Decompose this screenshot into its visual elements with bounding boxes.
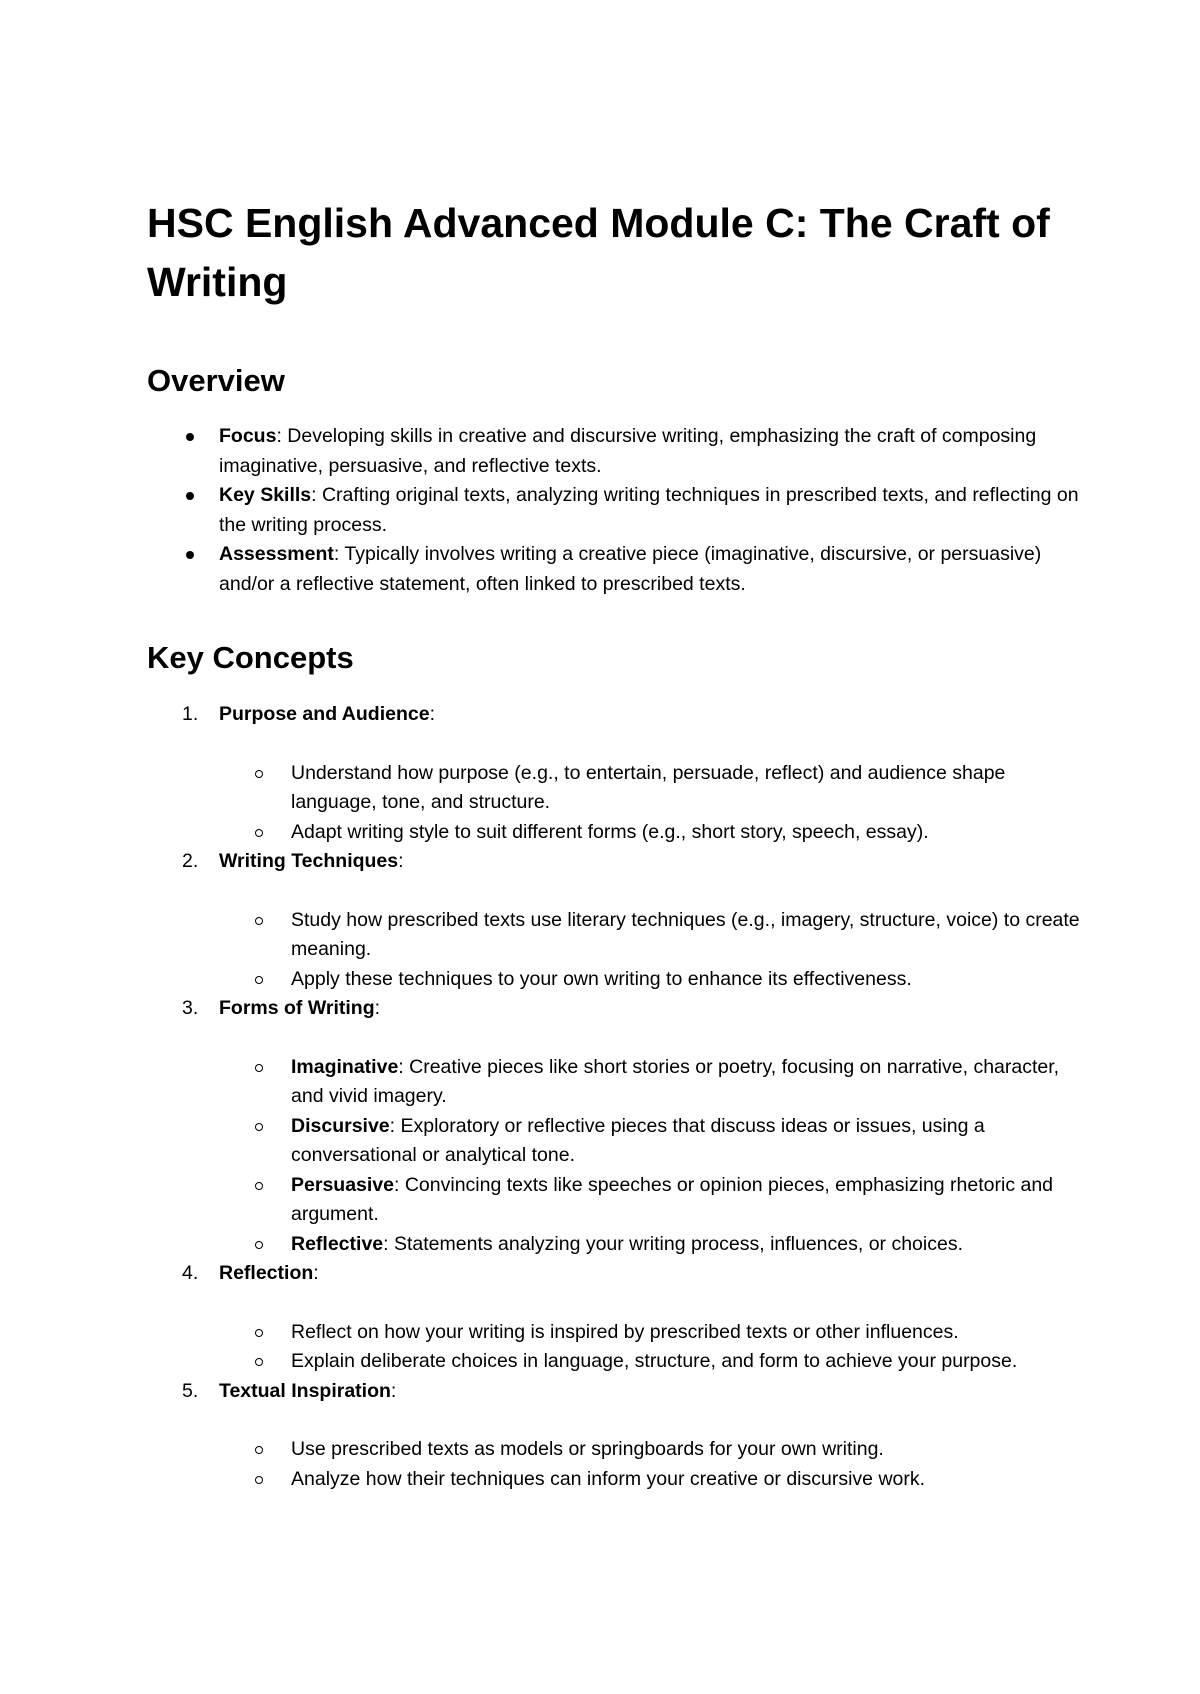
item-label: Focus [219,425,277,447]
sub-list-item [147,1465,1090,1495]
sub-item-text: Explain deliberate choices in language, structure, and form to achieve your purpose. [291,1350,1018,1372]
circle-bullet-icon [255,1241,263,1249]
circle-bullet-icon [255,1064,263,1072]
circle-bullet-icon [255,829,263,837]
concept-suffix: : [390,1379,397,1402]
sub-list-item [147,965,1090,995]
circle-bullet-icon [255,976,263,984]
sub-list-item [147,1347,1090,1377]
sub-item-label: Persuasive [291,1173,394,1196]
sub-list-item [147,1435,1090,1465]
list-item [147,540,1090,599]
sub-list [147,1053,1090,1260]
circle-bullet-icon [255,1446,263,1454]
item-text: : Typically involves writing a creative piece (imaginative, discursive, or persuasive) and/or a reflective statement, often linked to prescribed texts. [219,543,1042,595]
concept-label: Purpose and Audience [219,703,430,725]
sub-list-item [147,1230,1090,1260]
concept-item [147,994,1090,1259]
key-concepts-list [147,700,1090,1494]
item-text: : Developing skills in creative and discursive writing, emphasizing the craft of composing imaginative, persuasive, and reflective texts. [219,425,1037,477]
item-number: 2. [182,850,199,872]
sub-list [147,1435,1090,1494]
concept-item [147,1377,1090,1495]
sub-list-item [147,906,1090,965]
document-title: HSC English Advanced Module C: The Craft of Writing [147,200,1050,305]
sub-list [147,1318,1090,1377]
list-item [147,481,1090,540]
bullet-icon [186,433,194,441]
item-number: 5. [182,1379,199,1402]
concept-label: Reflection [219,1262,314,1284]
circle-bullet-icon [255,770,263,778]
concept-label: Writing Techniques [219,850,399,872]
circle-bullet-icon [255,1182,263,1190]
sub-item-text: Apply these techniques to your own writing to enhance its effectiveness. [291,967,912,990]
concept-suffix: : [374,997,381,1019]
key-concepts-heading: Key Concepts [147,640,354,675]
sub-list-item [147,818,1090,848]
sub-item-text: Reflect on how your writing is inspired by prescribed texts or other influences. [291,1320,959,1343]
bullet-icon [186,492,194,500]
overview-heading: Overview [147,363,285,398]
concept-item [147,847,1090,994]
item-number: 4. [182,1262,199,1284]
concept-label: Textual Inspiration [219,1379,391,1402]
item-number: 1. [182,703,199,725]
concept-label: Forms of Writing [219,997,375,1019]
sub-item-text: : Convincing texts like speeches or opinion pieces, emphasizing rhetoric and argument. [291,1173,1054,1225]
sub-item-text: : Statements analyzing your writing process, influences, or choices. [383,1232,963,1255]
sub-item-text: Use prescribed texts as models or springboards for your own writing. [291,1438,884,1460]
item-label: Key Skills [219,484,312,506]
sub-item-text: Adapt writing style to suit different forms (e.g., short story, speech, essay). [291,820,929,843]
item-text: : Crafting original texts, analyzing writing techniques in prescribed texts, and reflecting on the writing process. [219,484,1079,536]
circle-bullet-icon [255,1329,263,1337]
concept-suffix: : [398,850,404,872]
sub-list-item [147,1112,1090,1171]
sub-item-label: Imaginative [291,1055,399,1078]
sub-list-item [147,1318,1090,1348]
sub-item-text: : Exploratory or reflective pieces that discuss ideas or issues, using a conversational or analytical tone. [291,1114,985,1166]
sub-item-label: Reflective [291,1232,384,1255]
concept-suffix: : [429,703,435,725]
circle-bullet-icon [255,917,263,925]
sub-list-item [147,1053,1090,1112]
sub-item-text: Analyze how their techniques can inform your creative or discursive work. [291,1467,926,1490]
sub-list [147,759,1090,848]
item-number: 3. [182,997,199,1019]
circle-bullet-icon [255,1476,263,1484]
sub-item-text: : Creative pieces like short stories or poetry, focusing on narrative, character, and vivid imagery. [291,1055,1060,1107]
overview-list [147,422,1090,599]
sub-list-item [147,759,1090,818]
circle-bullet-icon [255,1123,263,1131]
sub-item-label: Discursive [291,1114,390,1137]
concept-item [147,700,1090,847]
concept-item [147,1259,1090,1377]
item-label: Assessment [219,543,334,565]
sub-list-item [147,1171,1090,1230]
sub-item-text: Understand how purpose (e.g., to entertain, persuade, reflect) and audience shape language, tone, and structure. [291,761,1006,813]
list-item [147,422,1090,481]
sub-item-text: Study how prescribed texts use literary techniques (e.g., imagery, structure, voice) to create meaning. [291,908,1080,960]
circle-bullet-icon [255,1358,263,1366]
concept-suffix: : [313,1262,319,1284]
bullet-icon [186,551,194,559]
sub-list [147,906,1090,995]
